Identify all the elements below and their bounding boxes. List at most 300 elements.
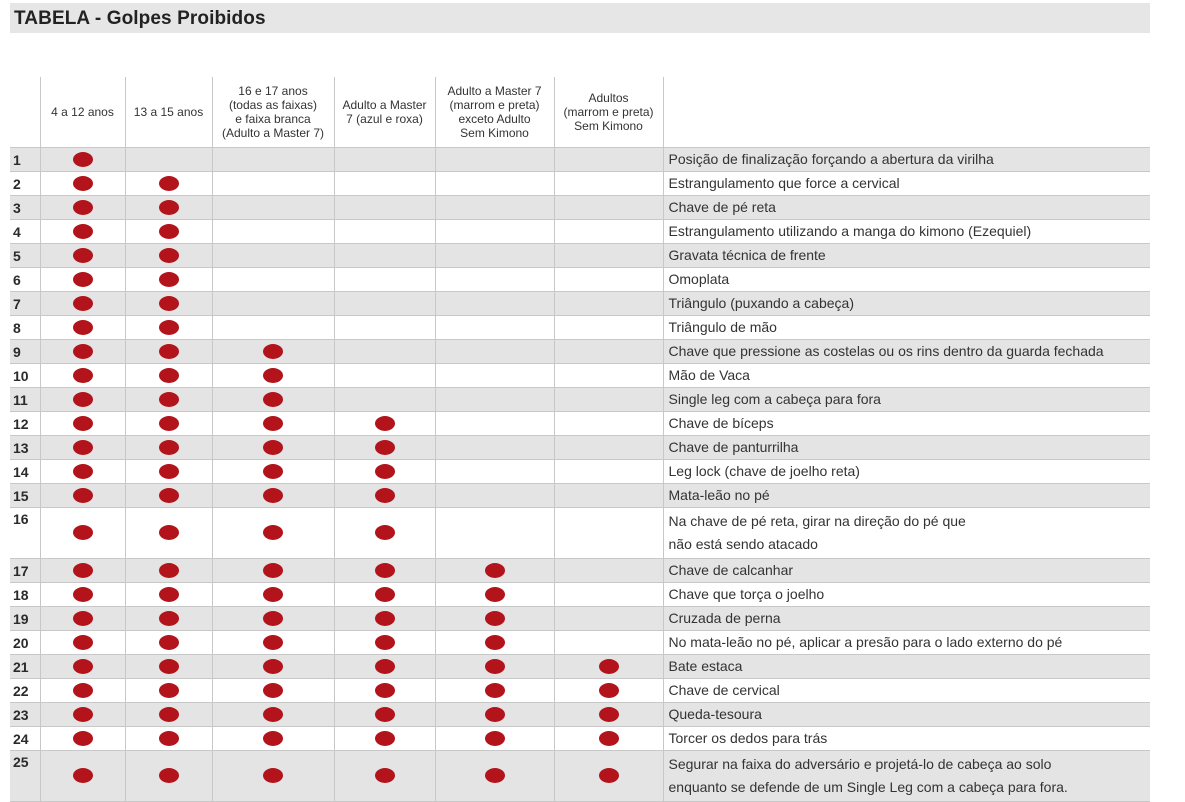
mark-cell bbox=[212, 559, 334, 583]
row-number: 9 bbox=[10, 340, 40, 364]
mark-cell bbox=[212, 148, 334, 172]
mark-cell bbox=[125, 388, 212, 412]
move-description: Chave de pé reta bbox=[663, 196, 1150, 220]
move-description: Chave que torça o joelho bbox=[663, 583, 1150, 607]
prohibited-dot-icon bbox=[73, 440, 93, 455]
mark-cell bbox=[334, 244, 435, 268]
prohibited-dot-icon bbox=[263, 635, 283, 650]
mark-cell bbox=[40, 727, 125, 751]
table-row bbox=[10, 655, 1150, 679]
prohibited-dot-icon bbox=[159, 464, 179, 479]
mark-cell bbox=[40, 340, 125, 364]
prohibited-dot-icon bbox=[485, 659, 505, 674]
mark-cell bbox=[125, 607, 212, 631]
mark-cell bbox=[212, 340, 334, 364]
prohibited-dot-icon bbox=[263, 611, 283, 626]
mark-cell bbox=[40, 679, 125, 703]
prohibited-dot-icon bbox=[159, 587, 179, 602]
mark-cell bbox=[334, 412, 435, 436]
mark-cell bbox=[435, 196, 554, 220]
table-row bbox=[10, 412, 1150, 436]
mark-cell bbox=[554, 364, 663, 388]
mark-cell bbox=[40, 460, 125, 484]
prohibited-dot-icon bbox=[263, 440, 283, 455]
mark-cell bbox=[212, 655, 334, 679]
mark-cell bbox=[212, 172, 334, 196]
prohibited-dot-icon bbox=[159, 272, 179, 287]
row-number: 25 bbox=[10, 751, 40, 802]
mark-cell bbox=[40, 220, 125, 244]
table-row bbox=[10, 364, 1150, 388]
prohibited-dot-icon bbox=[73, 525, 93, 540]
mark-cell bbox=[554, 436, 663, 460]
prohibited-dot-icon bbox=[485, 635, 505, 650]
mark-cell bbox=[125, 340, 212, 364]
prohibited-dot-icon bbox=[159, 344, 179, 359]
table-row bbox=[10, 583, 1150, 607]
mark-cell bbox=[435, 340, 554, 364]
move-description: Omoplata bbox=[663, 268, 1150, 292]
mark-cell bbox=[334, 364, 435, 388]
prohibited-dot-icon bbox=[375, 707, 395, 722]
mark-cell bbox=[125, 679, 212, 703]
mark-cell bbox=[40, 316, 125, 340]
table-row bbox=[10, 316, 1150, 340]
prohibited-dot-icon bbox=[159, 200, 179, 215]
mark-cell bbox=[334, 340, 435, 364]
table-row bbox=[10, 484, 1150, 508]
header-col-adult-blue-purple: Adulto a Master 7 (azul e roxa) bbox=[334, 77, 435, 148]
table-row bbox=[10, 460, 1150, 484]
table-row bbox=[10, 292, 1150, 316]
mark-cell bbox=[554, 220, 663, 244]
prohibited-dot-icon bbox=[73, 272, 93, 287]
move-description: Torcer os dedos para trás bbox=[663, 727, 1150, 751]
prohibited-dot-icon bbox=[599, 768, 619, 783]
move-description: Estrangulamento utilizando a manga do kimono (Ezequiel) bbox=[663, 220, 1150, 244]
move-description: Segurar na faixa do adversário e projetá-lo de cabeça ao solo enquanto se defende de um Single Leg com a cabeça para fora. bbox=[663, 751, 1150, 802]
mark-cell bbox=[334, 559, 435, 583]
prohibited-dot-icon bbox=[485, 611, 505, 626]
prohibited-dot-icon bbox=[263, 587, 283, 602]
mark-cell bbox=[334, 220, 435, 244]
mark-cell bbox=[212, 583, 334, 607]
mark-cell bbox=[554, 727, 663, 751]
table-row bbox=[10, 607, 1150, 631]
mark-cell bbox=[40, 583, 125, 607]
mark-cell bbox=[212, 364, 334, 388]
table-row bbox=[10, 220, 1150, 244]
mark-cell bbox=[125, 220, 212, 244]
prohibited-dot-icon bbox=[159, 224, 179, 239]
mark-cell bbox=[125, 364, 212, 388]
prohibited-dot-icon bbox=[375, 563, 395, 578]
mark-cell bbox=[212, 607, 334, 631]
row-number: 4 bbox=[10, 220, 40, 244]
prohibited-dot-icon bbox=[159, 392, 179, 407]
table-row bbox=[10, 172, 1150, 196]
table-row bbox=[10, 196, 1150, 220]
mark-cell bbox=[125, 436, 212, 460]
mark-cell bbox=[435, 412, 554, 436]
mark-cell bbox=[435, 631, 554, 655]
move-description: Triângulo de mão bbox=[663, 316, 1150, 340]
mark-cell bbox=[212, 244, 334, 268]
header-col-13-15: 13 a 15 anos bbox=[125, 77, 212, 148]
prohibited-dot-icon bbox=[485, 768, 505, 783]
move-description: Mão de Vaca bbox=[663, 364, 1150, 388]
prohibited-dot-icon bbox=[73, 176, 93, 191]
mark-cell bbox=[554, 703, 663, 727]
prohibited-dot-icon bbox=[73, 635, 93, 650]
prohibited-dot-icon bbox=[375, 464, 395, 479]
mark-cell bbox=[212, 436, 334, 460]
table-row bbox=[10, 148, 1150, 172]
prohibited-dot-icon bbox=[263, 659, 283, 674]
prohibited-dot-icon bbox=[159, 768, 179, 783]
mark-cell bbox=[212, 316, 334, 340]
row-number: 23 bbox=[10, 703, 40, 727]
prohibited-dot-icon bbox=[263, 525, 283, 540]
row-number: 24 bbox=[10, 727, 40, 751]
move-description: No mata-leão no pé, aplicar a presão para o lado externo do pé bbox=[663, 631, 1150, 655]
mark-cell bbox=[334, 316, 435, 340]
mark-cell bbox=[435, 727, 554, 751]
move-description: Posição de finalização forçando a abertura da virilha bbox=[663, 148, 1150, 172]
row-number: 8 bbox=[10, 316, 40, 340]
mark-cell bbox=[40, 436, 125, 460]
mark-cell bbox=[554, 316, 663, 340]
prohibited-dot-icon bbox=[263, 731, 283, 746]
mark-cell bbox=[554, 172, 663, 196]
prohibited-dot-icon bbox=[73, 368, 93, 383]
mark-cell bbox=[334, 436, 435, 460]
prohibited-dot-icon bbox=[159, 731, 179, 746]
prohibited-dot-icon bbox=[263, 392, 283, 407]
mark-cell bbox=[334, 703, 435, 727]
mark-cell bbox=[40, 364, 125, 388]
prohibited-dot-icon bbox=[159, 368, 179, 383]
row-number: 14 bbox=[10, 460, 40, 484]
mark-cell bbox=[212, 727, 334, 751]
prohibited-dot-icon bbox=[73, 488, 93, 503]
prohibited-dot-icon bbox=[599, 659, 619, 674]
prohibited-dot-icon bbox=[375, 611, 395, 626]
prohibited-dot-icon bbox=[73, 683, 93, 698]
mark-cell bbox=[212, 292, 334, 316]
mark-cell bbox=[435, 607, 554, 631]
prohibited-dot-icon bbox=[73, 248, 93, 263]
mark-cell bbox=[554, 583, 663, 607]
mark-cell bbox=[40, 655, 125, 679]
mark-cell bbox=[435, 583, 554, 607]
row-number: 15 bbox=[10, 484, 40, 508]
table-row bbox=[10, 631, 1150, 655]
row-number: 19 bbox=[10, 607, 40, 631]
mark-cell bbox=[40, 484, 125, 508]
mark-cell bbox=[212, 631, 334, 655]
mark-cell bbox=[554, 508, 663, 559]
move-description: Cruzada de perna bbox=[663, 607, 1150, 631]
mark-cell bbox=[435, 172, 554, 196]
mark-cell bbox=[334, 172, 435, 196]
mark-cell bbox=[40, 268, 125, 292]
mark-cell bbox=[334, 292, 435, 316]
prohibited-dot-icon bbox=[159, 416, 179, 431]
move-description: Gravata técnica de frente bbox=[663, 244, 1150, 268]
prohibited-dot-icon bbox=[159, 440, 179, 455]
prohibited-dot-icon bbox=[73, 707, 93, 722]
mark-cell bbox=[125, 412, 212, 436]
mark-cell bbox=[212, 388, 334, 412]
move-description: Chave de calcanhar bbox=[663, 559, 1150, 583]
mark-cell bbox=[435, 220, 554, 244]
row-number: 13 bbox=[10, 436, 40, 460]
mark-cell bbox=[125, 559, 212, 583]
prohibited-dot-icon bbox=[159, 563, 179, 578]
mark-cell bbox=[435, 388, 554, 412]
prohibited-dot-icon bbox=[375, 587, 395, 602]
table-row bbox=[10, 703, 1150, 727]
mark-cell bbox=[40, 559, 125, 583]
prohibited-dot-icon bbox=[485, 587, 505, 602]
prohibited-dot-icon bbox=[375, 731, 395, 746]
prohibited-dot-icon bbox=[599, 683, 619, 698]
table-row bbox=[10, 388, 1150, 412]
mark-cell bbox=[334, 655, 435, 679]
mark-cell bbox=[435, 268, 554, 292]
mark-cell bbox=[334, 484, 435, 508]
mark-cell bbox=[212, 220, 334, 244]
mark-cell bbox=[435, 679, 554, 703]
mark-cell bbox=[435, 484, 554, 508]
mark-cell bbox=[554, 148, 663, 172]
header-description bbox=[663, 77, 1150, 148]
move-description: Na chave de pé reta, girar na direção do pé que não está sendo atacado bbox=[663, 508, 1150, 559]
prohibited-dot-icon bbox=[159, 525, 179, 540]
mark-cell bbox=[334, 388, 435, 412]
mark-cell bbox=[212, 751, 334, 802]
move-description: Leg lock (chave de joelho reta) bbox=[663, 460, 1150, 484]
prohibited-dot-icon bbox=[375, 440, 395, 455]
mark-cell bbox=[435, 364, 554, 388]
header-number bbox=[10, 77, 40, 148]
table-body bbox=[10, 148, 1150, 802]
mark-cell bbox=[334, 583, 435, 607]
table-row bbox=[10, 340, 1150, 364]
mark-cell bbox=[125, 631, 212, 655]
mark-cell bbox=[435, 559, 554, 583]
mark-cell bbox=[40, 631, 125, 655]
mark-cell bbox=[125, 727, 212, 751]
mark-cell bbox=[125, 268, 212, 292]
mark-cell bbox=[40, 703, 125, 727]
prohibited-dot-icon bbox=[159, 707, 179, 722]
prohibited-dot-icon bbox=[159, 488, 179, 503]
mark-cell bbox=[125, 460, 212, 484]
prohibited-dot-icon bbox=[263, 563, 283, 578]
mark-cell bbox=[435, 508, 554, 559]
prohibited-dot-icon bbox=[263, 768, 283, 783]
mark-cell bbox=[212, 196, 334, 220]
prohibited-dot-icon bbox=[375, 768, 395, 783]
mark-cell bbox=[125, 148, 212, 172]
prohibited-dot-icon bbox=[73, 224, 93, 239]
prohibited-dot-icon bbox=[73, 563, 93, 578]
mark-cell bbox=[435, 244, 554, 268]
mark-cell bbox=[40, 148, 125, 172]
prohibited-moves-table bbox=[10, 77, 1150, 802]
mark-cell bbox=[125, 484, 212, 508]
prohibited-dot-icon bbox=[375, 416, 395, 431]
prohibited-dot-icon bbox=[263, 416, 283, 431]
mark-cell bbox=[125, 751, 212, 802]
mark-cell bbox=[554, 679, 663, 703]
mark-cell bbox=[334, 268, 435, 292]
mark-cell bbox=[334, 679, 435, 703]
prohibited-dot-icon bbox=[159, 296, 179, 311]
prohibited-dot-icon bbox=[159, 320, 179, 335]
move-description: Bate estaca bbox=[663, 655, 1150, 679]
mark-cell bbox=[554, 460, 663, 484]
row-number: 21 bbox=[10, 655, 40, 679]
mark-cell bbox=[40, 508, 125, 559]
mark-cell bbox=[212, 268, 334, 292]
mark-cell bbox=[125, 583, 212, 607]
prohibited-dot-icon bbox=[73, 611, 93, 626]
row-number: 11 bbox=[10, 388, 40, 412]
mark-cell bbox=[334, 508, 435, 559]
prohibited-dot-icon bbox=[159, 635, 179, 650]
prohibited-dot-icon bbox=[159, 683, 179, 698]
prohibited-dot-icon bbox=[599, 707, 619, 722]
mark-cell bbox=[334, 196, 435, 220]
prohibited-dot-icon bbox=[73, 200, 93, 215]
move-description: Chave de panturrilha bbox=[663, 436, 1150, 460]
prohibited-dot-icon bbox=[159, 176, 179, 191]
header-col-adult-brown-black: Adulto a Master 7 (marrom e preta) exceto Adulto Sem Kimono bbox=[435, 77, 554, 148]
header-row bbox=[10, 77, 1150, 148]
move-description: Queda-tesoura bbox=[663, 703, 1150, 727]
prohibited-dot-icon bbox=[159, 248, 179, 263]
mark-cell bbox=[125, 655, 212, 679]
prohibited-dot-icon bbox=[375, 659, 395, 674]
prohibited-dot-icon bbox=[599, 731, 619, 746]
mark-cell bbox=[554, 655, 663, 679]
move-description: Chave de cervical bbox=[663, 679, 1150, 703]
mark-cell bbox=[334, 607, 435, 631]
row-number: 20 bbox=[10, 631, 40, 655]
row-number: 16 bbox=[10, 508, 40, 559]
mark-cell bbox=[40, 244, 125, 268]
mark-cell bbox=[554, 292, 663, 316]
mark-cell bbox=[554, 484, 663, 508]
mark-cell bbox=[554, 340, 663, 364]
row-number: 10 bbox=[10, 364, 40, 388]
mark-cell bbox=[435, 316, 554, 340]
mark-cell bbox=[125, 316, 212, 340]
row-number: 12 bbox=[10, 412, 40, 436]
mark-cell bbox=[40, 292, 125, 316]
prohibited-dot-icon bbox=[263, 707, 283, 722]
mark-cell bbox=[334, 751, 435, 802]
mark-cell bbox=[554, 631, 663, 655]
table-row bbox=[10, 268, 1150, 292]
prohibited-dot-icon bbox=[73, 416, 93, 431]
prohibited-dot-icon bbox=[73, 392, 93, 407]
mark-cell bbox=[212, 508, 334, 559]
prohibited-dot-icon bbox=[375, 525, 395, 540]
prohibited-dot-icon bbox=[73, 152, 93, 167]
prohibited-dot-icon bbox=[73, 320, 93, 335]
mark-cell bbox=[554, 268, 663, 292]
mark-cell bbox=[212, 703, 334, 727]
mark-cell bbox=[212, 460, 334, 484]
prohibited-dot-icon bbox=[263, 683, 283, 698]
move-description: Triângulo (puxando a cabeça) bbox=[663, 292, 1150, 316]
mark-cell bbox=[554, 196, 663, 220]
move-description: Single leg com a cabeça para fora bbox=[663, 388, 1150, 412]
row-number: 6 bbox=[10, 268, 40, 292]
mark-cell bbox=[554, 607, 663, 631]
table-row bbox=[10, 244, 1150, 268]
mark-cell bbox=[40, 412, 125, 436]
mark-cell bbox=[212, 484, 334, 508]
table-row bbox=[10, 436, 1150, 460]
prohibited-dot-icon bbox=[73, 731, 93, 746]
mark-cell bbox=[554, 412, 663, 436]
header-col-adult-nogi: Adultos (marrom e preta) Sem Kimono bbox=[554, 77, 663, 148]
title-bar bbox=[10, 3, 1150, 33]
mark-cell bbox=[40, 172, 125, 196]
table-row bbox=[10, 559, 1150, 583]
prohibited-dot-icon bbox=[159, 611, 179, 626]
row-number: 1 bbox=[10, 148, 40, 172]
mark-cell bbox=[435, 148, 554, 172]
mark-cell bbox=[212, 679, 334, 703]
mark-cell bbox=[40, 196, 125, 220]
mark-cell bbox=[125, 244, 212, 268]
row-number: 18 bbox=[10, 583, 40, 607]
mark-cell bbox=[125, 508, 212, 559]
mark-cell bbox=[212, 412, 334, 436]
mark-cell bbox=[435, 751, 554, 802]
move-description: Chave de bíceps bbox=[663, 412, 1150, 436]
prohibited-dot-icon bbox=[485, 731, 505, 746]
prohibited-dot-icon bbox=[73, 296, 93, 311]
mark-cell bbox=[125, 196, 212, 220]
prohibited-dot-icon bbox=[375, 635, 395, 650]
mark-cell bbox=[554, 559, 663, 583]
header-col-4-12: 4 a 12 anos bbox=[40, 77, 125, 148]
row-number: 5 bbox=[10, 244, 40, 268]
mark-cell bbox=[435, 703, 554, 727]
page-title: TABELA - Golpes Proibidos bbox=[14, 8, 266, 29]
mark-cell bbox=[554, 751, 663, 802]
prohibited-dot-icon bbox=[73, 768, 93, 783]
prohibited-dot-icon bbox=[263, 488, 283, 503]
table-row bbox=[10, 508, 1150, 559]
mark-cell bbox=[40, 751, 125, 802]
mark-cell bbox=[435, 655, 554, 679]
mark-cell bbox=[554, 244, 663, 268]
mark-cell bbox=[435, 436, 554, 460]
table-row bbox=[10, 751, 1150, 802]
mark-cell bbox=[125, 703, 212, 727]
mark-cell bbox=[40, 388, 125, 412]
mark-cell bbox=[334, 148, 435, 172]
table-row bbox=[10, 727, 1150, 751]
